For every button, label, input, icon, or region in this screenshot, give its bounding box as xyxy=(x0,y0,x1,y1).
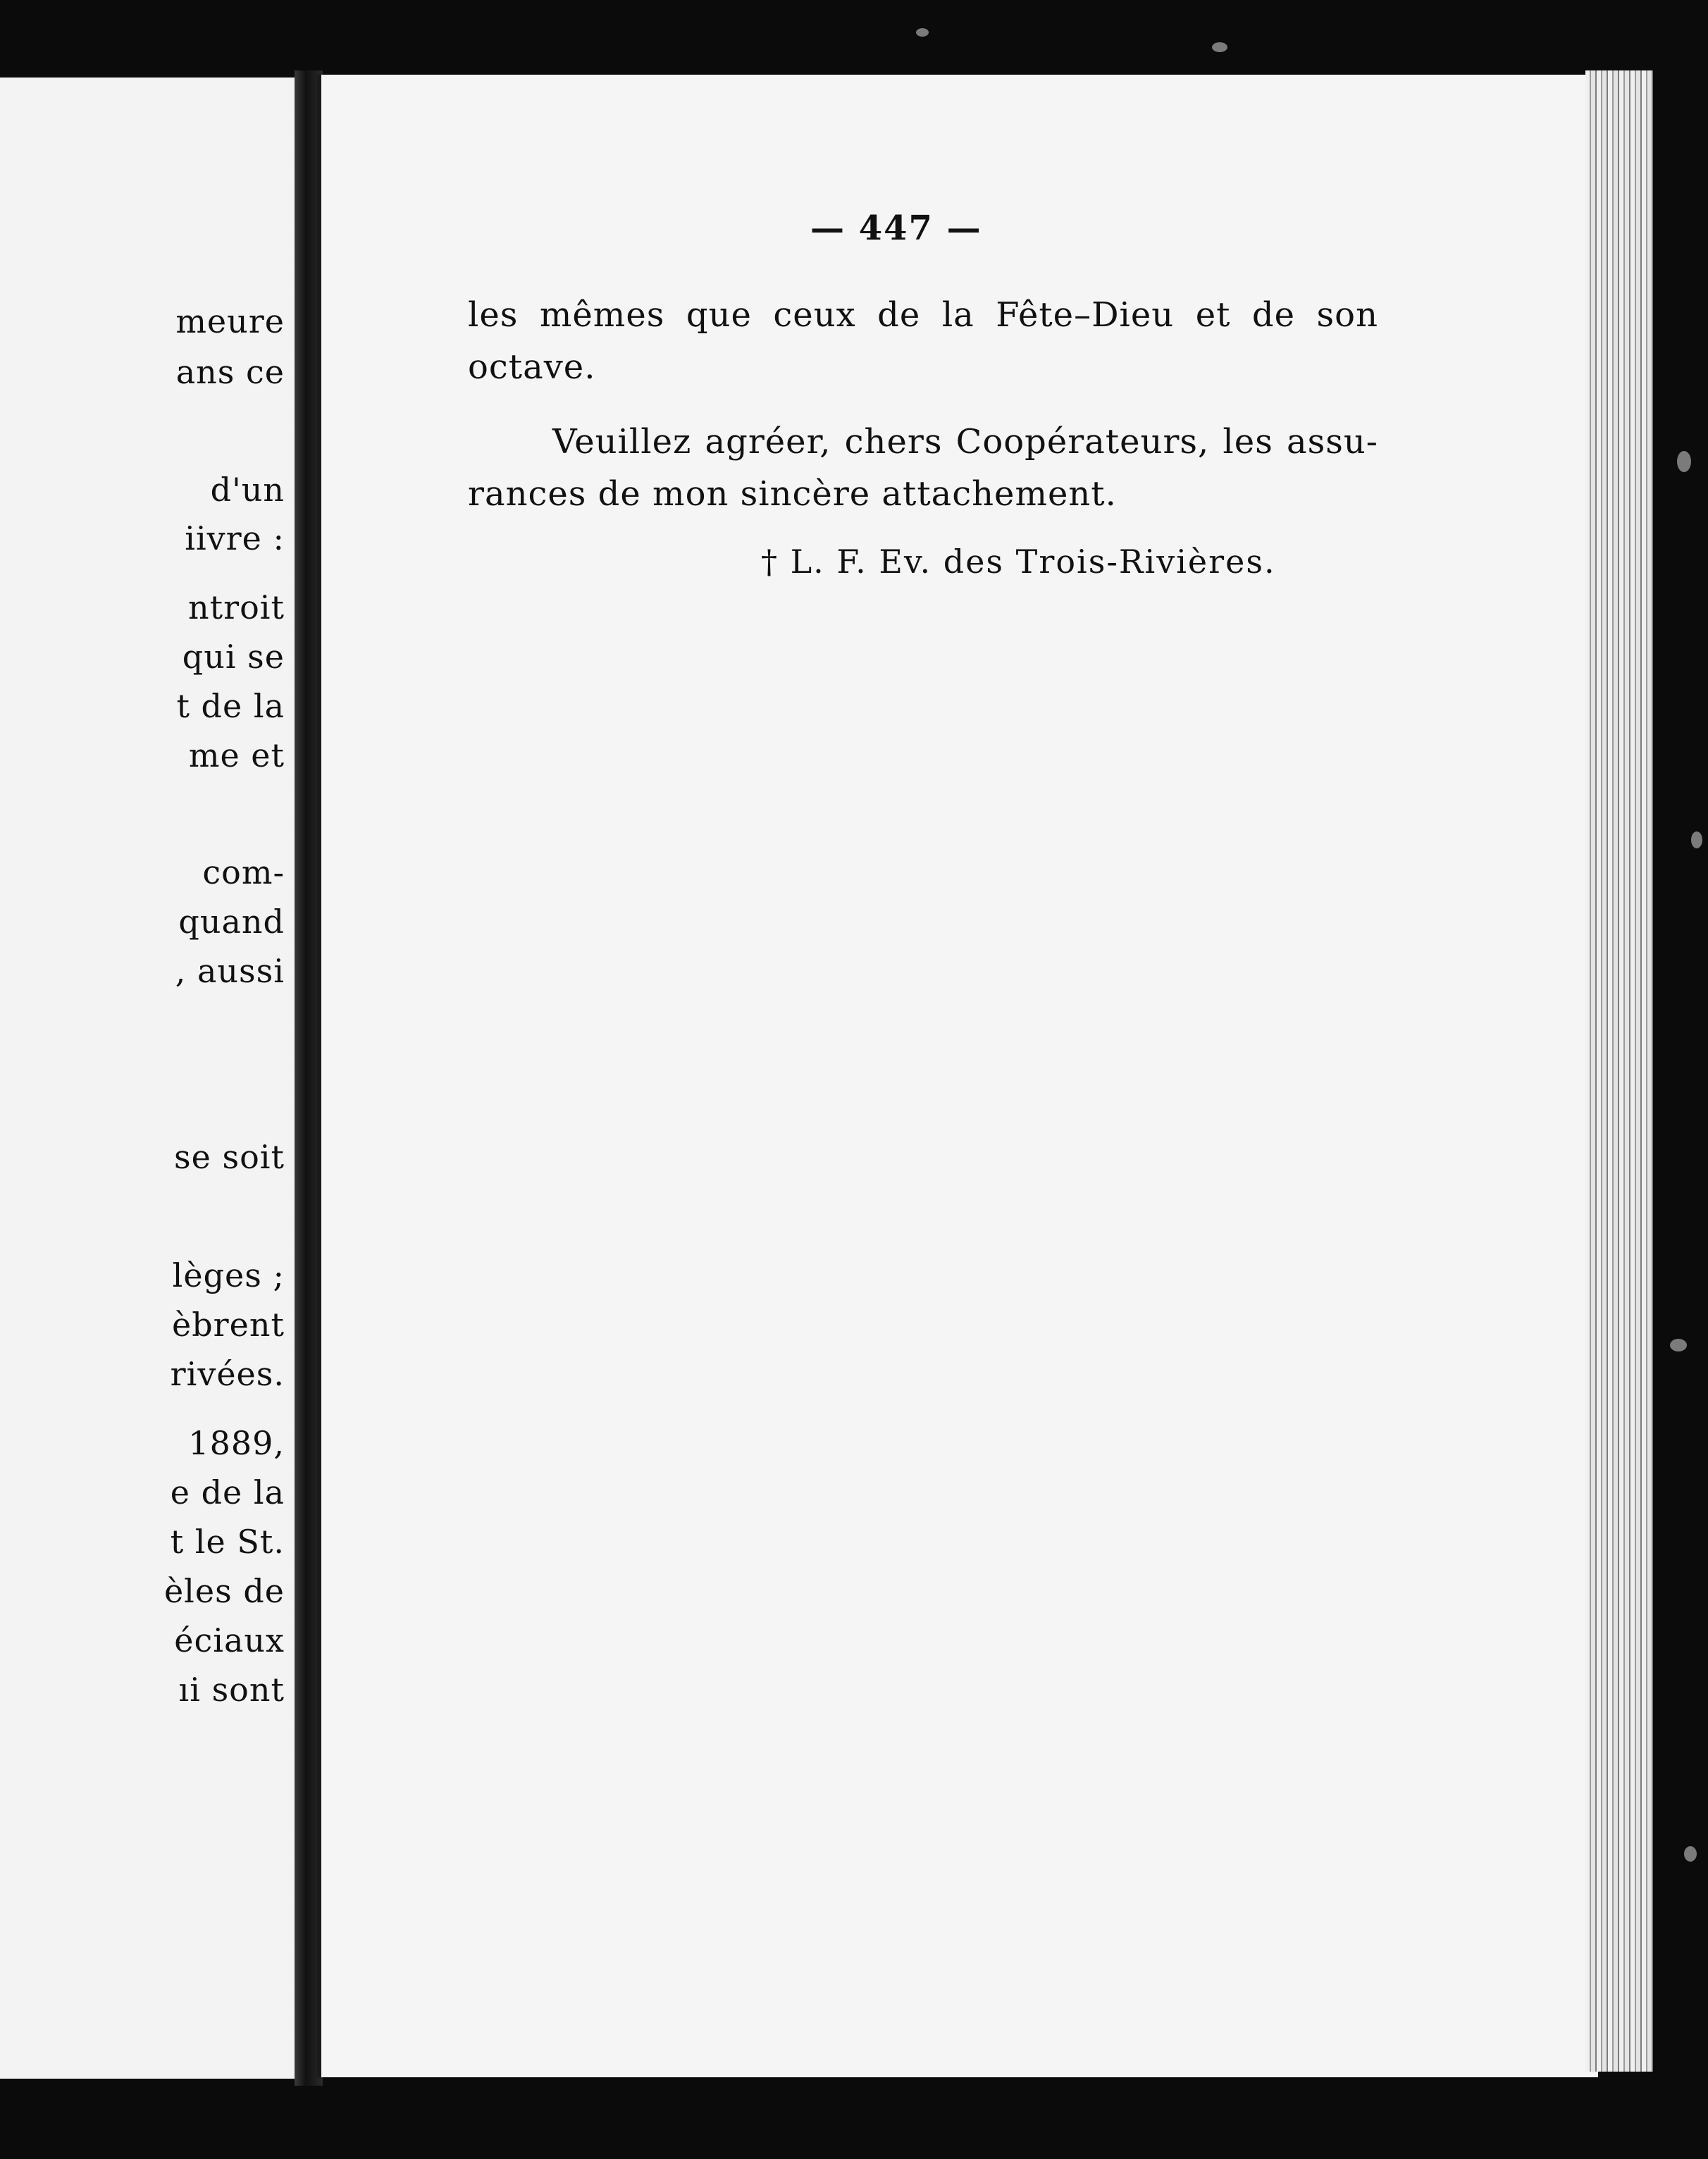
left-page-line: iivre : xyxy=(185,519,285,557)
left-page-line: quand xyxy=(178,903,285,941)
background-speck xyxy=(1684,1846,1697,1862)
page-number: — 447 — xyxy=(810,209,982,248)
background-speck xyxy=(1670,1339,1687,1351)
background-speck xyxy=(1691,831,1702,848)
paragraph-line: les mêmes que ceux de la Fête–Dieu et de son xyxy=(468,295,1378,335)
left-page-line: t le St. xyxy=(170,1523,285,1561)
background-speck xyxy=(1677,451,1691,472)
left-page-line: éciaux xyxy=(174,1621,285,1659)
left-page-line: se soit xyxy=(174,1138,285,1176)
left-page-line: com- xyxy=(202,853,285,891)
left-page-line: me et xyxy=(188,736,285,774)
paragraph-line: rances de mon sincère attachement. xyxy=(468,474,1117,514)
left-page-line: rivées. xyxy=(170,1355,285,1393)
paragraph-line: octave. xyxy=(468,347,596,387)
left-page-line: èbrent xyxy=(172,1306,285,1344)
left-page-line: d'un xyxy=(210,471,285,509)
page-edges xyxy=(1585,70,1653,2072)
left-page xyxy=(0,78,295,2079)
left-page-line: e de la xyxy=(170,1473,285,1511)
paragraph-2 xyxy=(468,416,1378,520)
left-page-line: 1889, xyxy=(188,1424,285,1462)
background-speck xyxy=(1212,42,1227,52)
left-page-line: èles de xyxy=(163,1572,285,1610)
left-page-line: ans ce xyxy=(175,353,285,391)
left-page-line: ntroit xyxy=(188,588,285,626)
background-speck xyxy=(916,28,929,37)
left-page-line: qui se xyxy=(182,638,285,676)
left-page-line: , aussi xyxy=(175,952,285,990)
left-page-line: meure xyxy=(175,302,285,340)
paragraph-line: Veuillez agréer, chers Coopérateurs, les assu- xyxy=(552,422,1378,462)
left-page-line: ıi sont xyxy=(178,1671,285,1709)
signature: † L. F. Ev. des Trois-Rivières. xyxy=(761,543,1276,581)
left-page-line: lèges ; xyxy=(172,1256,285,1294)
paragraph-1 xyxy=(468,289,1378,393)
left-page-line: t de la xyxy=(176,687,285,725)
